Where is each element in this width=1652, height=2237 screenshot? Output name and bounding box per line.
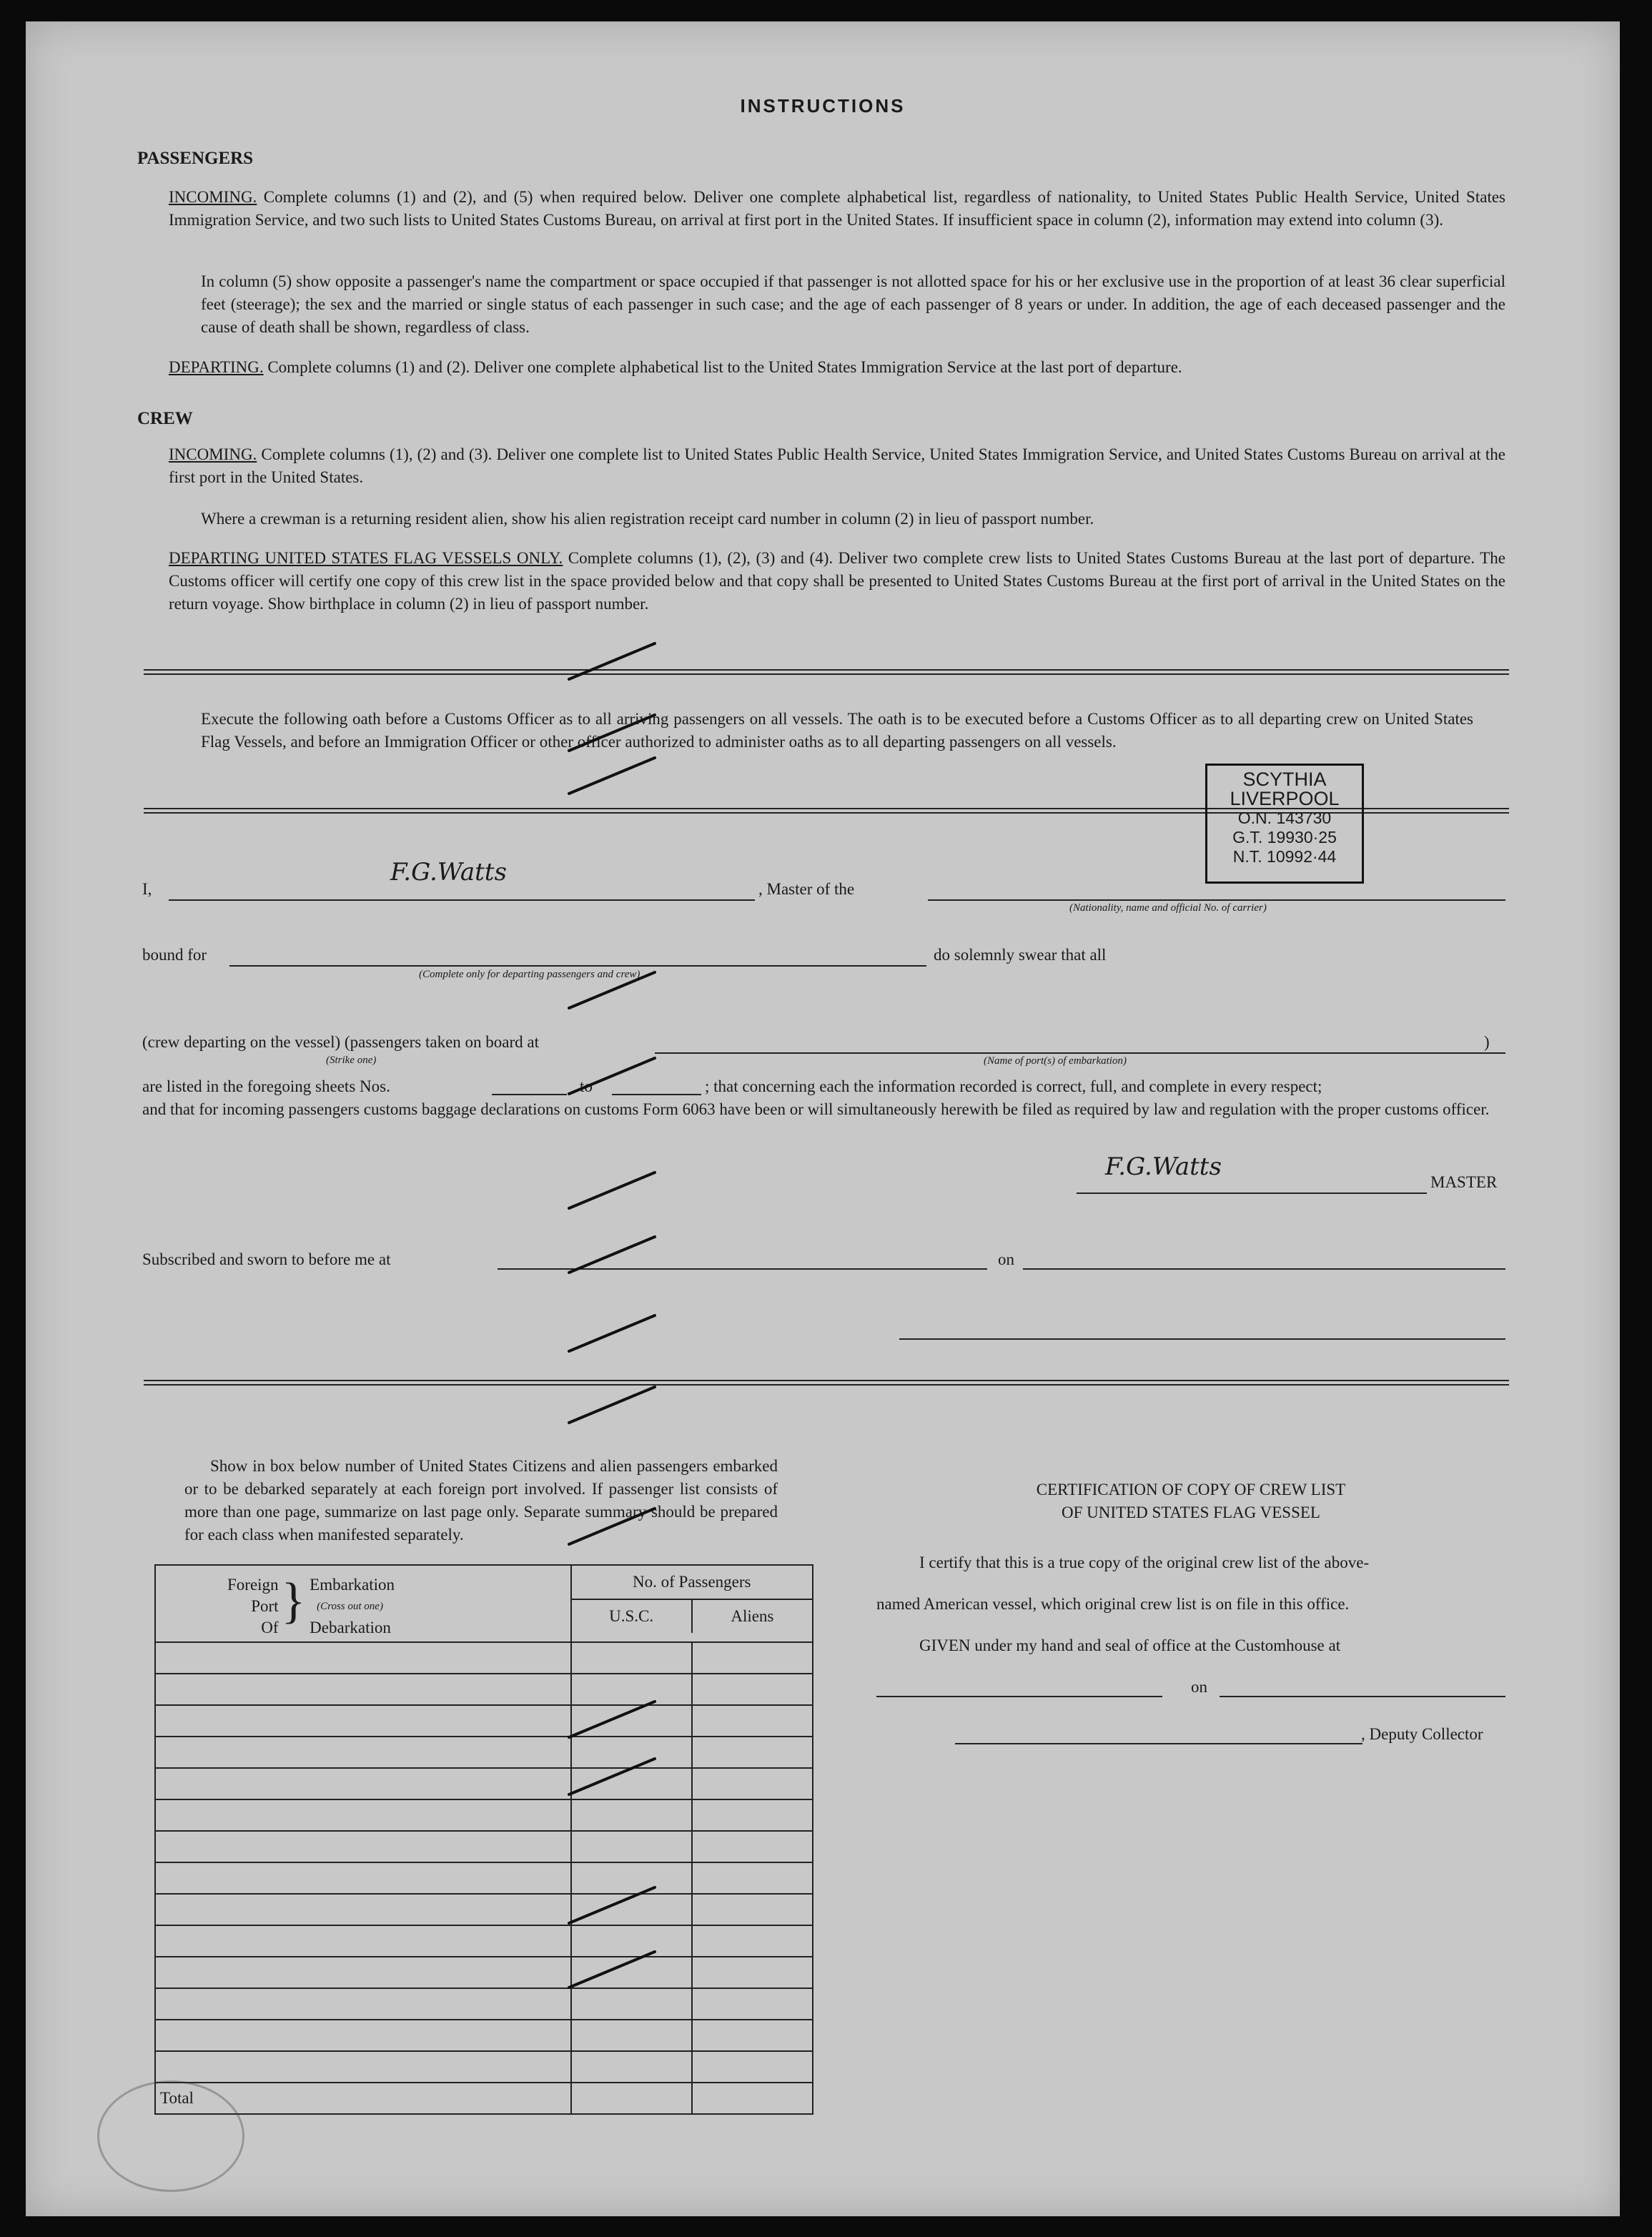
crew-incoming-label: INCOMING.: [169, 445, 257, 463]
certification-line-2: named American vessel, which original crew list is on file in this office.: [876, 1595, 1350, 1613]
stamp-official-number: O.N. 143730: [1237, 809, 1332, 827]
tick-mark: [569, 972, 655, 1008]
stamp-port: LIVERPOOL: [1230, 788, 1340, 809]
certification-line-1: I certify that this is a true copy of the original crew list of the above-: [919, 1554, 1370, 1571]
tick-mark: [569, 1172, 655, 1208]
crew-departing-label: DEPARTING UNITED STATES FLAG VESSELS ONLY.: [169, 549, 563, 567]
complete-only-caption: (Complete only for departing passengers and crew): [419, 969, 640, 980]
tick-mark: [569, 1315, 655, 1351]
aliens-label: Aliens: [731, 1607, 774, 1625]
master-label: MASTER: [1430, 1173, 1498, 1191]
passengers-departing-label: DEPARTING.: [169, 358, 264, 376]
nationality-caption: (Nationality, name and official No. of carrier): [1069, 902, 1267, 914]
tick-mark: [569, 643, 655, 679]
total-label: Total: [155, 2083, 571, 2114]
oath-intro-paragraph: Execute the following oath before a Customs Officer as to all arriving passengers on all vessels. The oath is to be executed before a Customs Officer as to all departing crew on United States Flag Vessels, and before an Immigration Officer or other officer authorized to administer oaths as to all departing passengers on all vessels.: [201, 710, 1473, 751]
tick-mark: [569, 1058, 655, 1094]
master-signature-2: F.G.Watts: [1105, 1152, 1222, 1181]
subscribed-label: Subscribed and sworn to before me at: [142, 1250, 391, 1268]
no-passengers-label: No. of Passengers: [572, 1566, 812, 1600]
faded-seal: [97, 2080, 244, 2192]
oath-i-label: I,: [142, 880, 152, 898]
crew-departing-clause: (crew departing on the vessel) (passengers taken on board at: [142, 1033, 539, 1051]
certification-heading-2: OF UNITED STATES FLAG VESSEL: [1062, 1503, 1320, 1521]
crew-departing-text: Complete columns (1), (2), (3) and (4). Deliver two complete crew lists to United States Customs Bureau at the last port of departure. The Customs officer will certify one copy of this crew list in the space provided below and that copy shall be presented to United States Customs Bureau at the first port of arrival in the United States on the return voyage. Show birthplace in column (2) in lieu of passport number.: [169, 549, 1506, 613]
deputy-collector-label: , Deputy Collector: [1361, 1725, 1483, 1743]
usc-label: U.S.C.: [572, 1600, 693, 1633]
sheets-clause: ; that concerning each the information recorded is correct, full, and complete in every respect;: [705, 1077, 1322, 1095]
solemnly-swear-text: do solemnly swear that all: [934, 946, 1107, 964]
stamp-gross-tonnage: G.T. 19930·25: [1232, 828, 1337, 846]
sheets-to-label: to: [580, 1077, 593, 1095]
crew-heading: CREW: [137, 409, 193, 428]
sworn-on-label: on: [998, 1250, 1014, 1268]
master-signature-1: F.G.Watts: [390, 858, 507, 887]
tick-marks: [26, 21, 1620, 2216]
tick-mark: [569, 1702, 655, 1737]
port-label: Port: [251, 1597, 279, 1615]
page-title: INSTRUCTIONS: [740, 95, 906, 117]
certification-line-3: GIVEN under my hand and seal of office at the Customhouse at: [919, 1636, 1341, 1654]
ports-caption: (Name of port(s) of embarkation): [984, 1055, 1127, 1067]
debarkation-label: Debarkation: [310, 1619, 391, 1636]
passengers-departing-text: Complete columns (1) and (2). Deliver one complete alphabetical list to the United States Immigration Service at the last port of departure.: [263, 358, 1182, 376]
tick-mark: [569, 715, 655, 751]
baggage-clause: and that for incoming passengers customs baggage declarations on customs Form 6063 have been or will simultaneously herewith be filed as required by law and regulation with the proper customs officer.: [142, 1100, 1490, 1118]
tick-mark: [569, 1952, 655, 1987]
cross-out-caption: (Cross out one): [317, 1601, 383, 1612]
foreign-label: Foreign: [227, 1576, 279, 1594]
document-page: [26, 21, 1620, 2216]
of-label: Of: [261, 1619, 279, 1636]
tick-mark: [569, 1237, 655, 1273]
stamp-vessel-name: SCYTHIA: [1242, 769, 1327, 790]
tick-mark: [569, 1387, 655, 1423]
tick-mark: [569, 1508, 655, 1544]
bound-for-label: bound for: [142, 946, 207, 964]
crew-resident-paragraph: Where a crewman is a returning resident alien, show his alien registration receipt card number in column (2) in lieu of passport number.: [201, 510, 1094, 528]
passengers-heading: PASSENGERS: [137, 149, 254, 168]
passengers-column5-paragraph: In column (5) show opposite a passenger's name the compartment or space occupied if that passenger is not allotted space for his or her exclusive use in the proportion of at least 36 clear superficial feet (steerage); the sex and the married or single status of each passenger in such case; and the age of each passenger of 8 years or under. In addition, the age of each deceased passenger and the cause of death shall be shown, regardless of class.: [201, 272, 1505, 336]
brace: }: [281, 1574, 306, 1629]
sheets-label: are listed in the foregoing sheets Nos.: [142, 1077, 390, 1095]
tick-mark: [569, 758, 655, 794]
stamp-net-tonnage: N.T. 10992·44: [1232, 847, 1337, 866]
passengers-incoming-text: Complete columns (1) and (2), and (5) when required below. Deliver one complete alphabetical list, regardless of nationality, to United States Public Health Service, United States Immigration Service, and two such lists to United States Customs Bureau, on arrival at first port in the United States. If insufficient space in column (2), information may extend into column (3).: [169, 188, 1505, 229]
crew-incoming-text: Complete columns (1), (2) and (3). Deliver one complete list to United States Public Health Service, United States Immigration Service, and United States Customs Bureau on arrival at the first port in the United States.: [169, 445, 1505, 486]
tick-mark: [569, 1887, 655, 1923]
certification-on-label: on: [1191, 1678, 1207, 1696]
master-of-label: , Master of the: [758, 880, 855, 898]
strike-one-caption: (Strike one): [326, 1055, 377, 1066]
tick-mark: [569, 1759, 655, 1794]
passengers-incoming-label: INCOMING.: [169, 188, 257, 206]
embarkation-label: Embarkation: [310, 1576, 395, 1594]
close-paren: ): [1484, 1033, 1490, 1051]
box-instructions: Show in box below number of United States Citizens and alien passengers embarked or to be debarked separately at each foreign port involved. If passenger list consists of more than one page, summarize on last page only. Separate summary should be prepared for each class when manifested separately.: [184, 1457, 778, 1544]
certification-heading-1: CERTIFICATION OF COPY OF CREW LIST: [1036, 1481, 1346, 1498]
